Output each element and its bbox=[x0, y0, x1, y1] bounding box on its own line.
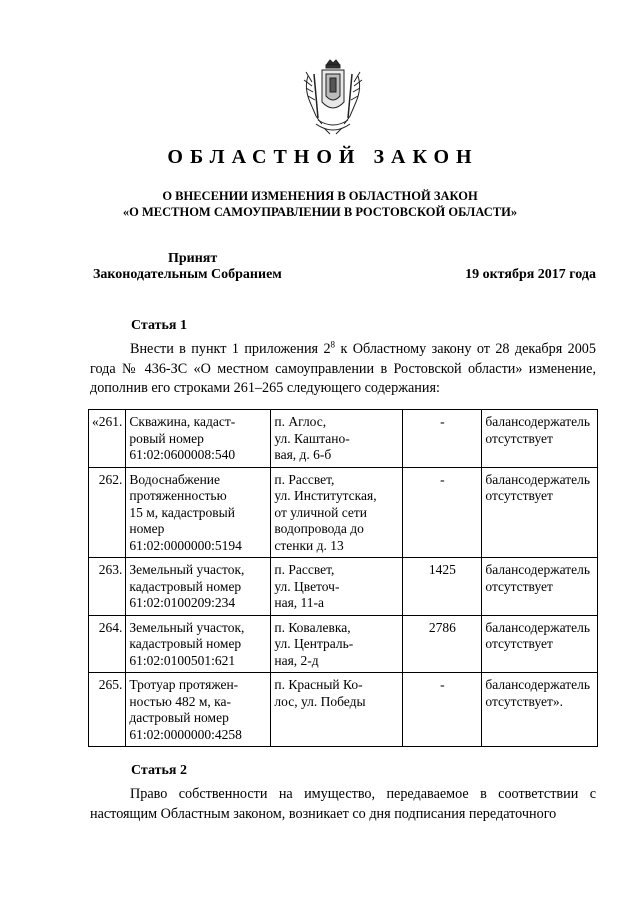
article-1-heading: Статья 1 bbox=[131, 318, 187, 333]
adopted-label: Принят bbox=[168, 251, 218, 266]
adopted-by: Законодательным Собранием bbox=[93, 267, 282, 282]
article-1-superscript: 8 bbox=[330, 339, 336, 350]
article-2-text: Право собственности на имущество, передаваемое в соответствии с настоящим Областным законом, возникает со дня подписания передаточного bbox=[90, 786, 596, 822]
object-description-cell bbox=[126, 558, 271, 616]
row-number-cell bbox=[89, 467, 126, 558]
article-1-text-start: Внести в пункт 1 приложения 2 bbox=[130, 341, 331, 357]
object-area: - bbox=[440, 677, 445, 692]
balance-holder: балансодержатель отсутствует bbox=[485, 562, 591, 594]
object-location-cell bbox=[271, 558, 403, 616]
object-area-cell bbox=[403, 467, 482, 558]
object-description: Тротуар протяжен- ностью 482 м, ка- дастровый номер 61:02:0000000:4258 bbox=[129, 677, 242, 742]
table-row bbox=[89, 558, 598, 616]
balance-holder-cell bbox=[482, 558, 598, 616]
balance-holder: балансодержатель отсутствует bbox=[485, 414, 591, 446]
table-row bbox=[89, 467, 598, 558]
row-number: 263. bbox=[98, 562, 123, 577]
object-location: п. Ковалевка, ул. Централь- ная, 2-д bbox=[274, 619, 354, 668]
row-number: 264. bbox=[98, 619, 123, 635]
row-number-cell bbox=[89, 410, 126, 468]
object-area-cell bbox=[403, 615, 482, 673]
balance-holder: балансодержатель отсутствует bbox=[485, 471, 591, 503]
balance-holder-cell bbox=[482, 615, 598, 673]
balance-holder: балансодержатель отсутствует bbox=[485, 619, 591, 651]
object-location-cell bbox=[271, 673, 403, 747]
object-location-cell bbox=[271, 410, 403, 468]
document-subtitle-line1: О ВНЕСЕНИИ ИЗМЕНЕНИЯ В ОБЛАСТНОЙ ЗАКОН bbox=[162, 189, 478, 203]
object-location-cell bbox=[271, 467, 403, 558]
object-area-cell bbox=[403, 558, 482, 616]
object-location: п. Красный Ко- лос, ул. Победы bbox=[274, 677, 366, 709]
object-area: - bbox=[440, 414, 445, 429]
object-description: Земельный участок, кадастровый номер 61:02:0100501:621 bbox=[129, 619, 245, 668]
article-1-text-end: к Областному закону от 28 декабря 2005 года № 436-ЗС «О местном самоуправлении в Ростовской области» изменение, дополнив его строками 261–265 следующего содержания: bbox=[90, 341, 596, 396]
row-number-cell bbox=[89, 615, 126, 673]
balance-holder-cell bbox=[482, 410, 598, 468]
object-description: Скважина, кадаст- ровый номер 61:02:0600008:540 bbox=[129, 414, 236, 462]
row-number-cell bbox=[89, 558, 126, 616]
balance-holder-cell bbox=[482, 673, 598, 747]
balance-holder-cell bbox=[482, 467, 598, 558]
object-area: - bbox=[440, 471, 445, 487]
document-title: ОБЛАСТНОЙ ЗАКОН bbox=[167, 146, 479, 168]
table-row bbox=[89, 615, 598, 673]
object-location: п. Рассвет, ул. Цветоч- ная, 11-а bbox=[274, 562, 340, 610]
object-description: Водоснабжение протяженностью 15 м, кадастровый номер 61:02:0000000:5194 bbox=[129, 471, 242, 553]
coat-of-arms-icon bbox=[300, 58, 366, 138]
object-location: п. Рассвет, ул. Институтская, от уличной сети водопровода до стенки д. 13 bbox=[274, 471, 377, 553]
object-location: п. Аглос, ул. Каштано- вая, д. 6-б bbox=[274, 414, 350, 462]
table-row bbox=[89, 673, 598, 747]
property-table bbox=[88, 409, 598, 747]
object-area-cell bbox=[403, 673, 482, 747]
balance-holder: балансодержатель отсутствует». bbox=[485, 677, 591, 709]
object-description-cell bbox=[126, 615, 271, 673]
document-subtitle-line2: «О МЕСТНОМ САМОУПРАВЛЕНИИ В РОСТОВСКОЙ ОБЛАСТИ» bbox=[122, 205, 518, 219]
object-location-cell bbox=[271, 615, 403, 673]
article-1-text bbox=[90, 340, 596, 399]
adoption-date: 19 октября 2017 года bbox=[465, 267, 596, 282]
row-number-cell bbox=[89, 673, 126, 747]
object-description-cell bbox=[126, 410, 271, 468]
row-number: 265. bbox=[98, 677, 123, 692]
row-number: «261. bbox=[92, 414, 123, 429]
row-number: 262. bbox=[98, 471, 123, 487]
object-description: Земельный участок, кадастровый номер 61:02:0100209:234 bbox=[129, 562, 245, 610]
object-area: 1425 bbox=[428, 562, 456, 577]
object-description-cell bbox=[126, 673, 271, 747]
object-description-cell bbox=[126, 467, 271, 558]
table-row bbox=[89, 410, 598, 468]
object-area: 2786 bbox=[428, 619, 456, 635]
article-2-heading: Статья 2 bbox=[131, 763, 187, 778]
object-area-cell bbox=[403, 410, 482, 468]
